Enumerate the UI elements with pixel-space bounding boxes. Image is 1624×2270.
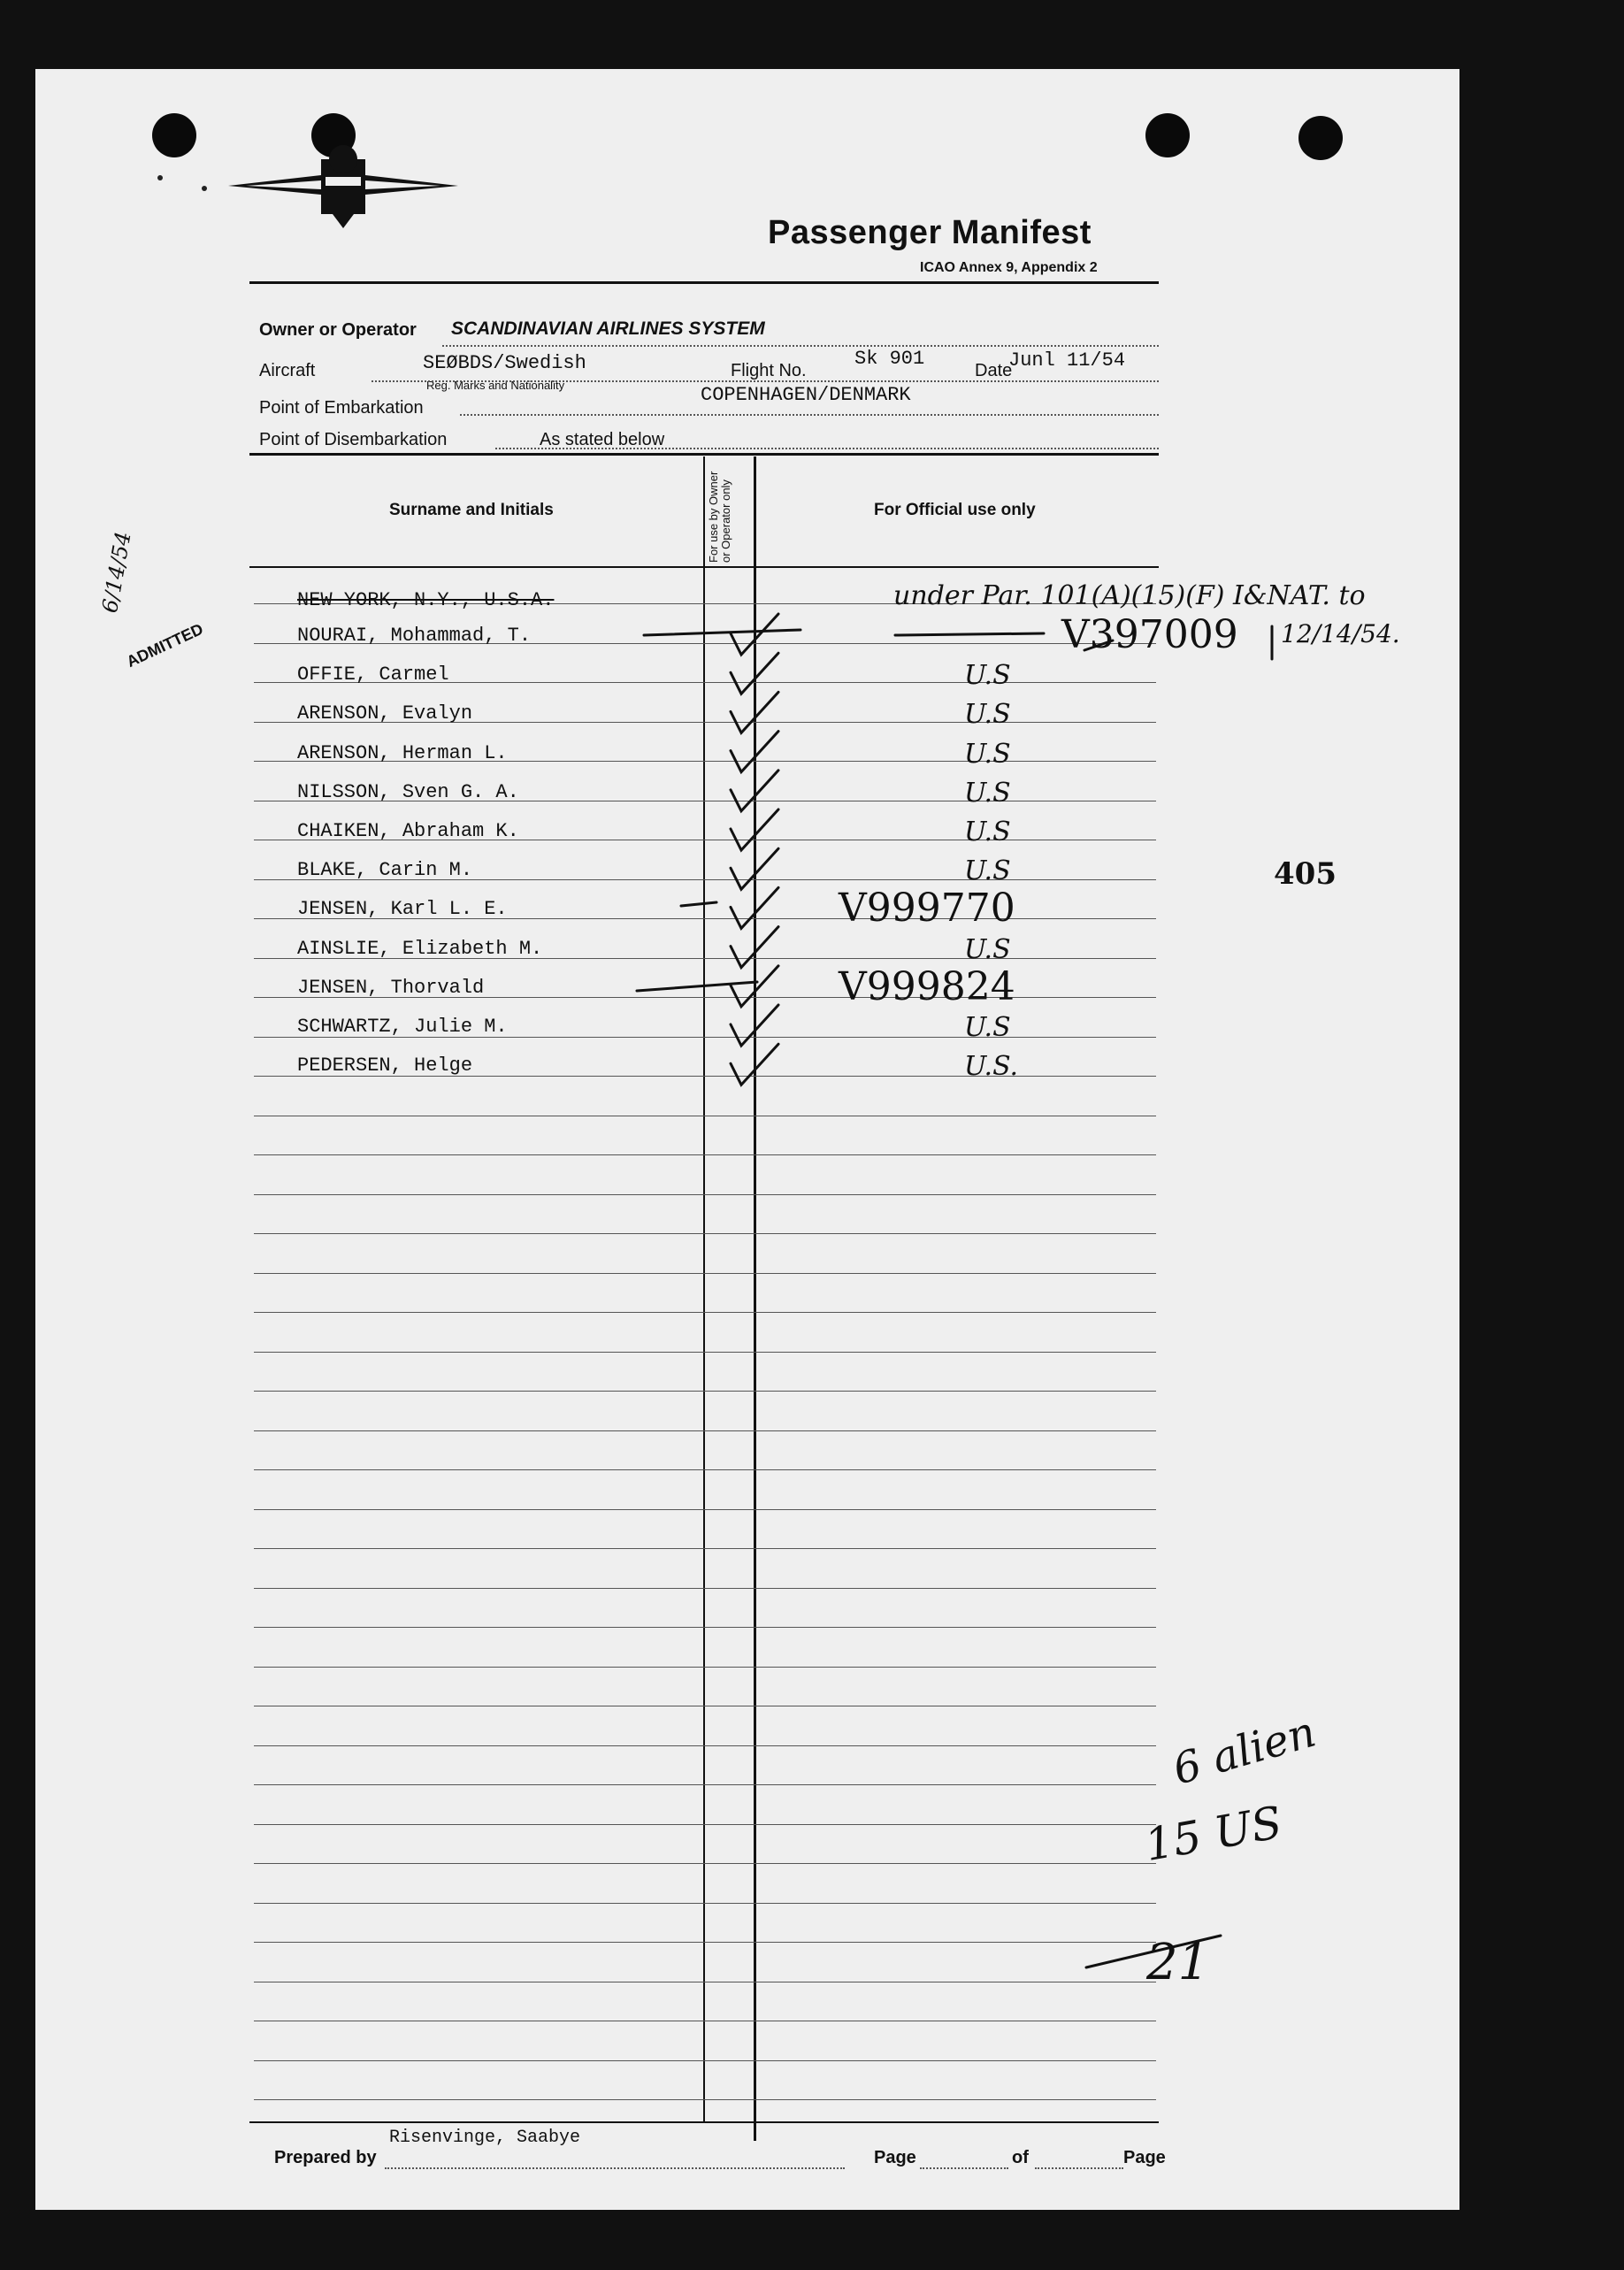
passenger-name: ARENSON, Evalyn — [297, 702, 473, 725]
page-label: Page — [874, 2148, 916, 2167]
official-entry: V397009 — [1061, 612, 1238, 657]
strike-mark — [681, 902, 716, 906]
reg-marks-caption: Reg. Marks and Nationality — [426, 379, 565, 392]
tick-mark — [1084, 640, 1113, 650]
prepared-line — [385, 2167, 845, 2169]
check-mark — [731, 653, 778, 694]
tally-underline — [1086, 1936, 1221, 1967]
official-entry: V999770 — [839, 886, 1015, 932]
disembarkation-value: As stated below — [540, 430, 665, 449]
passenger-name: AINSLIE, Elizabeth M. — [297, 937, 543, 960]
passenger-name: OFFIE, Carmel — [297, 663, 449, 686]
prepared-value: Risenvinge, Saabye — [389, 2128, 581, 2148]
document-title: Passenger Manifest — [768, 214, 1092, 251]
passenger-name: PEDERSEN, Helge — [297, 1054, 473, 1077]
official-entry: U.S — [964, 777, 1011, 809]
aircraft-value: SEØBDS/Swedish — [423, 352, 586, 374]
check-mark — [731, 927, 778, 968]
strike-mark — [637, 982, 757, 991]
strike-mark — [895, 633, 1044, 635]
owner-label: Owner or Operator — [259, 320, 417, 340]
passenger-name: SCHWARTZ, Julie M. — [297, 1016, 508, 1038]
check-mark — [731, 809, 778, 850]
page-number: 405 — [1274, 856, 1337, 892]
footer-rule — [249, 2121, 1159, 2123]
check-mark — [731, 848, 778, 889]
page-line — [920, 2167, 1008, 2169]
check-mark — [731, 966, 778, 1007]
official-entry: U.S — [964, 660, 1011, 692]
strike-mark — [644, 630, 801, 635]
flight-label: Flight No. — [731, 361, 807, 380]
of-label: of — [1012, 2148, 1029, 2167]
passenger-name: JENSEN, Karl L. E. — [297, 898, 508, 921]
official-entry: U.S — [964, 855, 1011, 887]
page2-label: Page — [1123, 2148, 1166, 2167]
check-mark — [731, 692, 778, 732]
date-label: Date — [975, 361, 1013, 380]
destination-text: NEW YORK, N.Y., U.S.A. — [297, 589, 555, 611]
official-entry: U.S — [964, 1012, 1011, 1043]
flight-value: Sk 901 — [854, 348, 925, 370]
prepared-label: Prepared by — [274, 2148, 377, 2167]
check-mark — [731, 1044, 778, 1085]
check-mark — [731, 1005, 778, 1046]
tally-total: 21 — [1146, 1934, 1210, 1991]
aircraft-label: Aircraft — [259, 361, 316, 380]
check-mark — [731, 732, 778, 772]
document-subtitle: ICAO Annex 9, Appendix 2 — [920, 260, 1098, 275]
of-line — [1035, 2167, 1123, 2169]
official-entry: U.S — [964, 817, 1011, 847]
check-mark — [731, 887, 778, 928]
official-entry: U.S — [964, 699, 1011, 731]
tally-alien: 6 alien — [1168, 1706, 1321, 1795]
official-entry: V999824 — [839, 963, 1015, 1009]
embarkation-label: Point of Embarkation — [259, 398, 424, 418]
passenger-name: NOURAI, Mohammad, T. — [297, 625, 532, 647]
surname-column-header: Surname and Initials — [389, 501, 554, 519]
passenger-name: JENSEN, Thorvald — [297, 976, 485, 999]
admitted-date: 6/14/54 — [97, 529, 136, 615]
passenger-name: NILSSON, Sven G. A. — [297, 780, 519, 803]
disembarkation-label: Point of Disembarkation — [259, 430, 448, 449]
owner-use-header-text: For use by Owner or Operator only — [707, 471, 732, 563]
embarkation-value: COPENHAGEN/DENMARK — [701, 384, 911, 406]
annotation-top-date: 12/14/54. — [1281, 619, 1400, 648]
passenger-name: CHAIKEN, Abraham K. — [297, 820, 519, 842]
check-mark — [731, 614, 778, 655]
official-column-header: For Official use only — [874, 501, 1036, 519]
official-entry: U.S — [964, 933, 1011, 965]
annotation-top-note: under Par. 101(A)(15)(F) I&NAT. to — [893, 580, 1366, 611]
tally-us: 15 US — [1141, 1796, 1286, 1872]
passenger-name: BLAKE, Carin M. — [297, 859, 473, 882]
admitted-stamp: ADMITTED — [124, 619, 206, 671]
owner-value: SCANDINAVIAN AIRLINES SYSTEM — [451, 318, 765, 339]
check-mark — [731, 771, 778, 811]
passenger-name: ARENSON, Herman L. — [297, 741, 508, 764]
date-value: Junl 11/54 — [1008, 349, 1126, 372]
official-entry: U.S — [964, 738, 1011, 770]
official-entry: U.S. — [964, 1051, 1019, 1083]
